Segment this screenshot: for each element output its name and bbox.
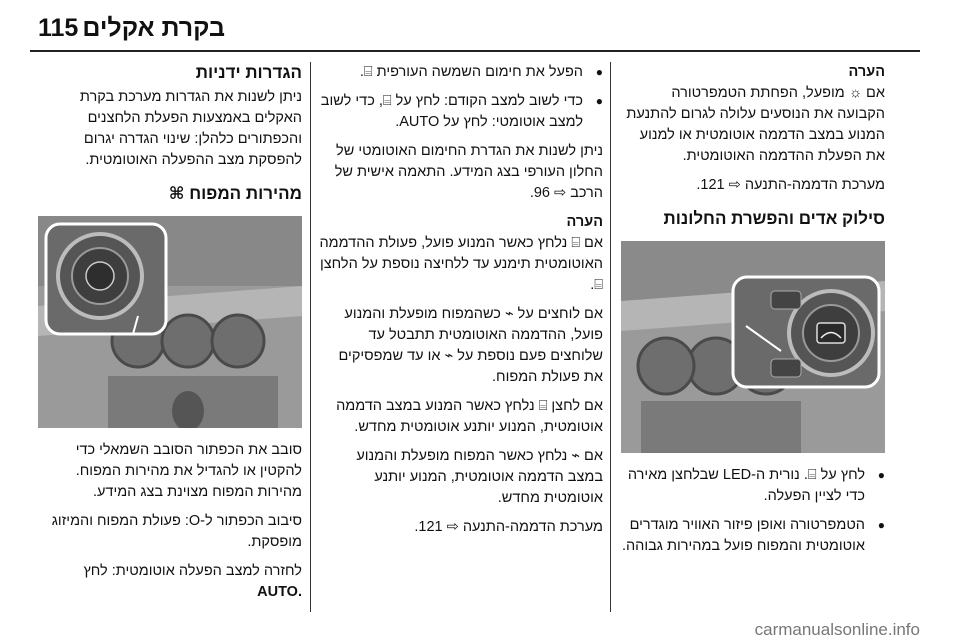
cross-reference: מערכת הדממה-התנעה ⇨ 121. (414, 519, 603, 535)
defog-heading: סילוק אדים והפשרת החלונות (663, 209, 885, 228)
column-divider (610, 62, 611, 612)
note-paragraph: אם ⌸ נלחץ כאשר המנוע פועל, פעולת ההדממה האוטומטית תימנע עד ללחיצה נוספת על הלחצן ⌸. (319, 235, 603, 293)
note-text: אם ☼ מופעל, הפחתת הטמפרטורה הקבועה את הנוסעים עלולה לגרום להתנעת המנוע במצב הדממה אוטומטית או למנוע את הפעלת ההדממה האוטומטית. (626, 85, 885, 164)
note-paragraph: אם ⌁ נלחץ כאשר המפוח מופעלת והמנוע במצב הדממה אוטומטית, המנוע יותנע אוטומטית מחדש. (356, 448, 603, 506)
watermark: carmanualsonline.info (754, 620, 920, 639)
note-heading: הערה (848, 64, 885, 80)
page-header (0, 0, 960, 52)
dashboard-illustration (621, 241, 885, 453)
note-heading: הערה (566, 214, 603, 230)
bullet-item: ● כדי לשוב למצב הקודם: לחץ על ⌸, כדי לשוב למצב אוטומטי: לחץ על AUTO. (318, 91, 603, 133)
right-column (620, 62, 885, 565)
fan-speed-paragraph: סובב את הכפתור הסובב השמאלי כדי להקטין או להגדיל את מהירות המפוח. מהירות המפוח מצוינת בצג המידע. (75, 442, 302, 500)
bullet-item: ● הטמפרטורה ואופן פיזור האוויר מוגדרים אוטומטית והמפוח פועל במהירות גבוהה. (620, 515, 885, 557)
section-title: בקרת אקלים (82, 14, 225, 42)
fan-off-paragraph: סיבוב הכפתור ל-O: פעולת המפוח והמיזוג מופסקת. (51, 513, 302, 550)
middle-column (318, 62, 603, 546)
note-paragraph: אם לוחצים על ⌁ כשהמפוח מופעלת והמנוע פועל, ההדממה האוטומטית תתבטל עד שלוחצים פעם נוספת על ⌁ או עד שמפסיקים את פעולת המפוח. (338, 306, 603, 385)
cross-reference: מערכת הדממה-התנעה ⇨ 121. (696, 177, 885, 193)
bullet-item: ● הפעל את חימום השמשה העורפית ⌸. (318, 62, 603, 83)
auto-button-label: AUTO. (257, 584, 302, 600)
defog-control-photo (621, 241, 885, 453)
header-divider (30, 50, 920, 52)
fan-speed-heading: מהירות המפוח ⌘ (168, 184, 302, 203)
note-paragraph: אם לחצן ⌸ נלחץ כאשר המנוע במצב הדממה אוטומטית, המנוע יותנע אוטומטית מחדש. (336, 398, 603, 435)
dashboard-illustration (38, 216, 302, 428)
manual-settings-paragraph: ניתן לשנות את הגדרות מערכת בקרת האקלים באמצעות הפעלת הלחצנים והכפתורים כלהלן: שינוי הגדרה יגרום להפסקת מצב ההפעלה האוטומטית. (79, 89, 302, 168)
auto-return-paragraph (30, 561, 302, 603)
manual-settings-heading: הגדרות ידניות (195, 63, 302, 82)
left-column (30, 62, 302, 611)
auto-return-text: לחזרה למצב הפעלה אוטומטית: לחץ (83, 563, 302, 579)
rear-window-paragraph: ניתן לשנות את הגדרת החימום האוטומטי של החלון העורפי בצג המידע. התאמה אישית של הרכב ⇨ 96. (334, 143, 603, 201)
page-number: 115 (38, 14, 79, 42)
bullet-item: ● לחץ על ⌸. נורית ה-LED שבלחצן מאירה כדי לציין הפעלה. (620, 465, 885, 507)
column-divider (310, 62, 311, 612)
fan-knob-photo (38, 216, 302, 428)
